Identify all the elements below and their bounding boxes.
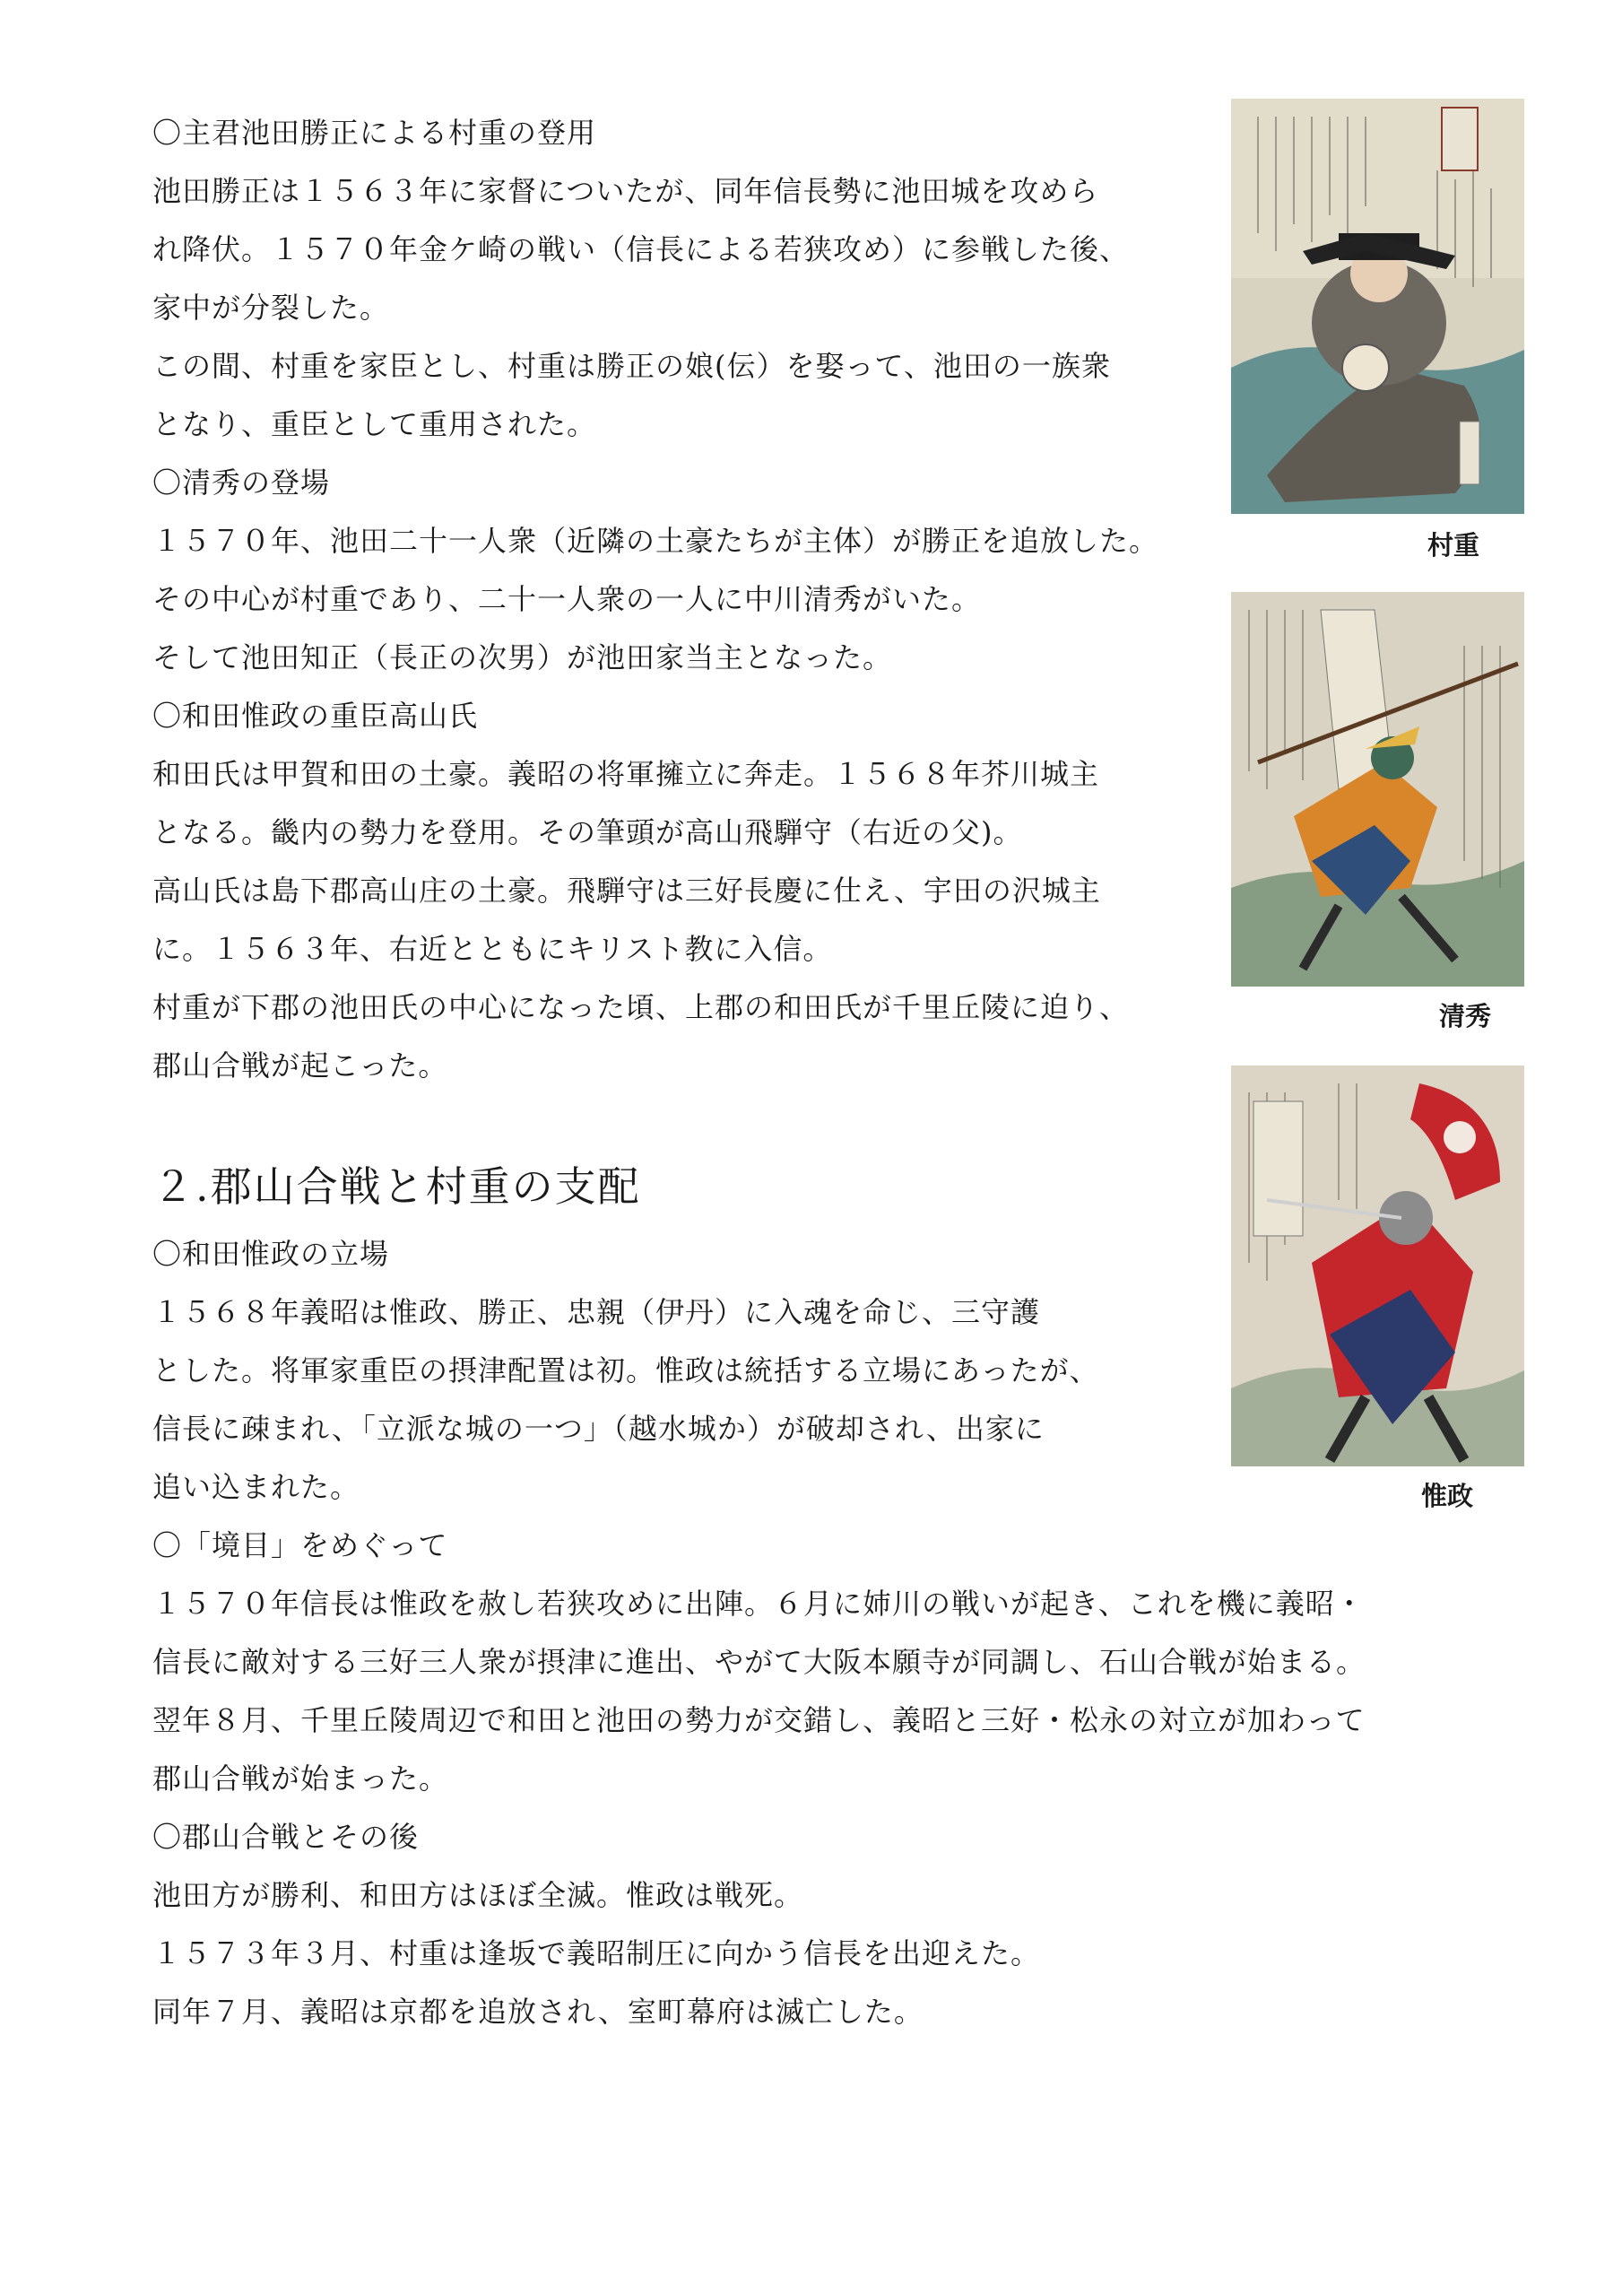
paragraph-line: れ降伏。１５７０年金ケ崎の戦い（信長による若狭攻め）に参戦した後、 xyxy=(152,232,1130,266)
paragraph-line: 信長に疎まれ、「立派な城の一つ」（越水城か）が破却され、出家に xyxy=(152,1412,1045,1446)
paragraph-line: 信長に敵対する三好三人衆が摂津に進出、やがて大阪本願寺が同調し、石山合戦が始まる。 xyxy=(152,1645,1366,1679)
portrait-kiyohide xyxy=(1231,592,1524,987)
portrait-koremasa xyxy=(1231,1065,1524,1466)
paragraph-line: 家中が分裂した。 xyxy=(152,291,390,325)
paragraph-line: に。１５６３年、右近とともにキリスト教に入信。 xyxy=(152,932,833,966)
paragraph-line: 翌年８月、千里丘陵周辺で和田と池田の勢力が交錯し、義昭と三好・松永の対立が加わって xyxy=(152,1703,1366,1737)
section-heading: ２.郡山合戦と村重の支配 xyxy=(152,1162,641,1211)
subheading-takayama: 〇和田惟政の重臣高山氏 xyxy=(152,699,479,733)
paragraph-line: 高山氏は島下郡高山庄の土豪。飛騨守は三好長慶に仕え、宇田の沢城主 xyxy=(152,874,1101,908)
subheading-sakaime: 〇「境目」をめぐって xyxy=(152,1528,448,1562)
subheading-koriyama: 〇郡山合戦とその後 xyxy=(152,1820,420,1854)
paragraph-line: 郡山合戦が起こった。 xyxy=(152,1048,448,1083)
caption-koremasa: 惟政 xyxy=(1421,1481,1474,1511)
paragraph-line: 池田方が勝利、和田方はほぼ全滅。惟政は戦死。 xyxy=(152,1878,804,1912)
caption-kiyohide: 清秀 xyxy=(1439,1001,1492,1031)
paragraph-line: 追い込まれた。 xyxy=(152,1470,360,1504)
subheading-kiyohide: 〇清秀の登場 xyxy=(152,465,331,500)
paragraph-line: １５７０年、池田二十一人衆（近隣の土豪たちが主体）が勝正を追放した。 xyxy=(152,524,1159,558)
paragraph-line: となる。畿内の勢力を登用。その筆頭が高山飛騨守（右近の父)。 xyxy=(152,815,1023,849)
paragraph-line: 和田氏は甲賀和田の土豪。義昭の将軍擁立に奔走。１５６８年芥川城主 xyxy=(152,757,1100,791)
paragraph-line: となり、重臣として重用された。 xyxy=(152,407,597,441)
paragraph-line: とした。将軍家重臣の摂津配置は初。惟政は統括する立場にあったが、 xyxy=(152,1353,1099,1387)
paragraph-line: 池田勝正は１５６３年に家督についたが、同年信長勢に池田城を攻めら xyxy=(152,174,1099,208)
paragraph-line: 郡山合戦が始まった。 xyxy=(152,1761,449,1796)
paragraph-line: 村重が下郡の池田氏の中心になった頃、上郡の和田氏が千里丘陵に迫り、 xyxy=(152,990,1130,1024)
paragraph-line: １５７０年信長は惟政を赦し若狭攻めに出陣。６月に姉川の戦いが起き、これを機に義昭・ xyxy=(152,1587,1365,1621)
portrait-murashige xyxy=(1231,99,1524,514)
paragraph-line: そして池田知正（長正の次男）が池田家当主となった。 xyxy=(152,640,893,674)
subheading-ikeda: 〇主君池田勝正による村重の登用 xyxy=(152,116,597,150)
paragraph-line: この間、村重を家臣とし、村重は勝正の娘(伝）を娶って、池田の一族衆 xyxy=(152,349,1111,383)
paragraph-line: １５７３年３月、村重は逢坂で義昭制圧に向かう信長を出迎えた。 xyxy=(152,1936,1041,1970)
paragraph-line: 同年７月、義昭は京都を追放され、室町幕府は滅亡した。 xyxy=(152,1995,924,2029)
paragraph-line: １５６８年義昭は惟政、勝正、忠親（伊丹）に入魂を命じ、三守護 xyxy=(152,1295,1041,1329)
paragraph-line: その中心が村重であり、二十一人衆の一人に中川清秀がいた。 xyxy=(152,582,982,616)
caption-murashige: 村重 xyxy=(1427,530,1480,561)
subheading-wada: 〇和田惟政の立場 xyxy=(152,1237,390,1271)
